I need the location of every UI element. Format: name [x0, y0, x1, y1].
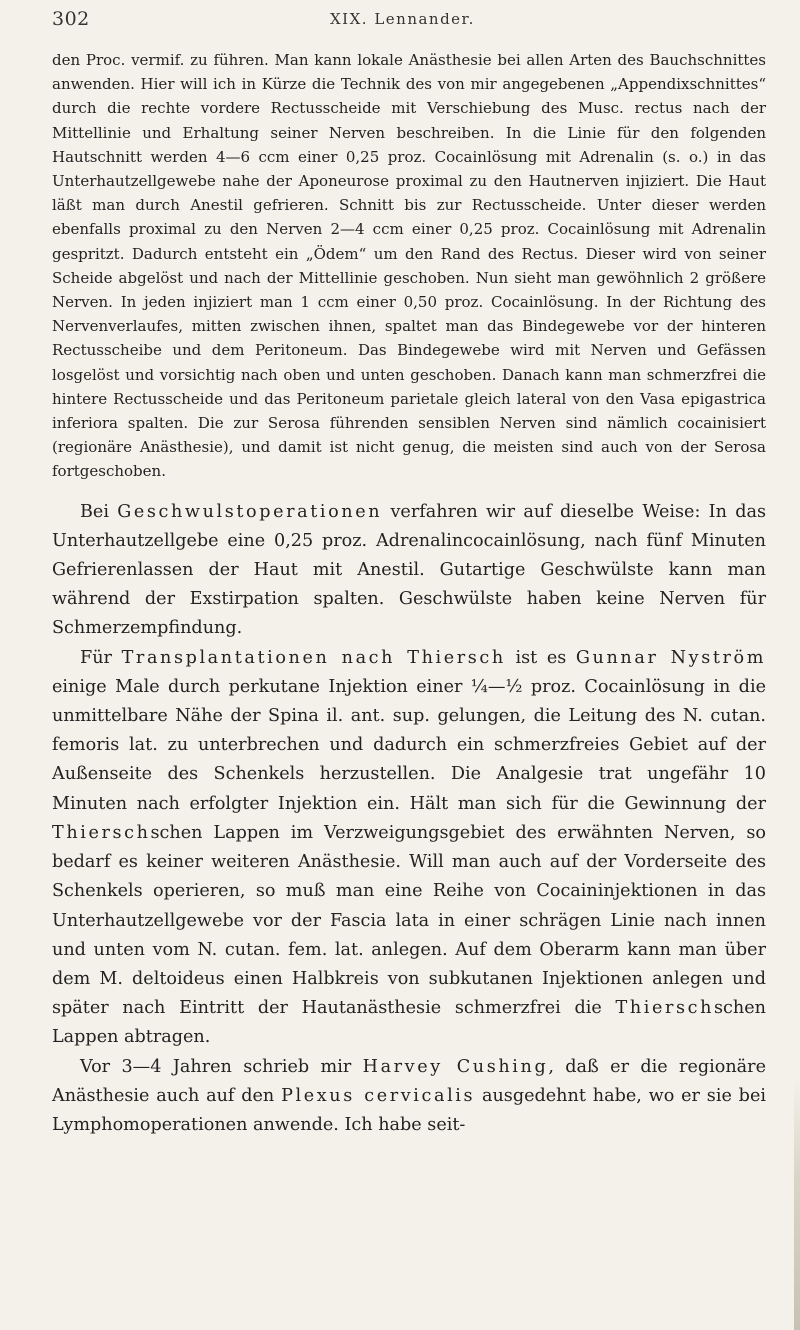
emphasis-run: Transplantationen nach Thiersch	[121, 647, 506, 668]
page-header	[52, 8, 760, 34]
paragraph-cushing	[52, 1053, 766, 1141]
text-run: Vor 3—4 Jahren schrieb mir	[80, 1056, 363, 1077]
emphasis-run: Plexus cervicalis	[281, 1085, 476, 1106]
emphasis-run: Thiersch	[615, 998, 715, 1019]
text-run: , daß er die regionäre Anästhesie auch auf den	[52, 1056, 766, 1106]
emphasis-run: Gunnar Nyström	[575, 647, 767, 668]
emphasis-run: Geschwulstoperationen	[117, 501, 383, 522]
text-run: einige Male durch perkutane Injektion einer ¼—½ proz. Cocainlösung in die unmittelbare Nähe der Spina il. ant. sup. gelungen, die Leitung des N. cutan. femoris lat. zu unterbrechen und dadurch ein schmerzfreies Gebiet auf der Außenseite des Schenkels herzustellen. Die Analgesie trat ungefähr 10 Minuten nach erfolgter Injektion ein. Hält man sich für die Gewinnung der	[52, 676, 766, 814]
page-edge-shadow	[794, 1080, 800, 1330]
paragraph-transplantations	[52, 644, 766, 1053]
text-run: verfahren wir auf dieselbe Weise: In das Unterhautzellgebe eine 0,25 proz. Adrenalincocainlösung, nach fünf Minuten Gefrierenlassen der Haut mit Anestil. Gutartige Geschwülste kann man während der Exstirpation spalten. Geschwülste haben keine Nerven für Schmerzempfindung.	[52, 501, 766, 639]
emphasis-run: Thiersch	[52, 822, 151, 843]
text-run: Für	[80, 647, 122, 668]
main-text-section	[52, 498, 766, 1140]
body-text	[52, 48, 766, 1140]
text-run: ist es	[505, 647, 576, 668]
running-head: XIX. Lennander.	[330, 10, 475, 28]
emphasis-run: Harvey Cushing	[362, 1056, 549, 1077]
page-number: 302	[52, 8, 90, 30]
text-run: Bei	[80, 501, 118, 522]
text-run: schen Lappen im Verzweigungsgebiet des erwähnten Nerven, so bedarf es keiner weiteren Anästhesie. Will man auch auf der Vorderseite des Schenkels operieren, so muß man eine Reihe von Cocaininjektionen in das Unterhautzellgewebe vor der Fascia lata in einer schrägen Linie nach innen und unten vom N. cutan. fem. lat. anlegen. Auf dem Oberarm kann man über dem M. deltoideus einen Halbkreis von subkutanen Injektionen anlegen und später nach Eintritt der Hautanästhesie schmerzfrei die	[52, 822, 766, 1019]
small-print-paragraph: den Proc. vermif. zu führen. Man kann lokale Anästhesie bei allen Arten des Bauchschnittes anwenden. Hier will ich in Kürze die Technik des von mir angegebenen „Appendixschnittes“ durch die rechte vordere Rectusscheide mit Verschiebung des Musc. rectus nach der Mittellinie und Erhaltung seiner Nerven beschreiben. In die Linie für den folgenden Hautschnitt werden 4—6 ccm einer 0,25 proz. Cocainlösung mit Adrenalin (s. o.) in das Unterhautzellgewebe nahe der Aponeurose proximal zu den Hautnerven injiziert. Die Haut läßt man durch Anestil gefrieren. Schnitt bis zur Rectusscheide. Unter dieser werden ebenfalls proximal zu den Nerven 2—4 ccm einer 0,25 proz. Cocainlösung mit Adrenalin gespritzt. Dadurch entsteht ein „Ödem“ um den Rand des Rectus. Dieser wird von seiner Scheide abgelöst und nach der Mittellinie geschoben. Nun sieht man gewöhnlich 2 größere Nerven. In jeden injiziert man 1 ccm einer 0,50 proz. Cocainlösung. In der Richtung des Nervenverlaufes, mitten zwischen ihnen, spaltet man das Bindegewebe vor der hinteren Rectusscheibe und dem Peritoneum. Das Bindegewebe wird mit Nerven und Gefässen losgelöst und vorsichtig nach oben und unten geschoben. Danach kann man schmerzfrei die hintere Rectusscheide und das Peritoneum parietale gleich lateral von den Vasa epigastrica inferiora spalten. Die zur Serosa führenden sensiblen Nerven sind nämlich cocainisiert (regionäre Anästhesie), und damit ist nicht genug, die meisten sind auch von der Serosa fortgeschoben.	[52, 51, 766, 481]
small-print-section	[52, 48, 766, 484]
text-run: schen Lappen abtragen.	[52, 998, 766, 1048]
text-run: ausgedehnt habe, wo er sie bei Lymphomoperationen anwende. Ich habe seit-	[52, 1085, 766, 1135]
paragraph-tumor-operations	[52, 498, 766, 644]
